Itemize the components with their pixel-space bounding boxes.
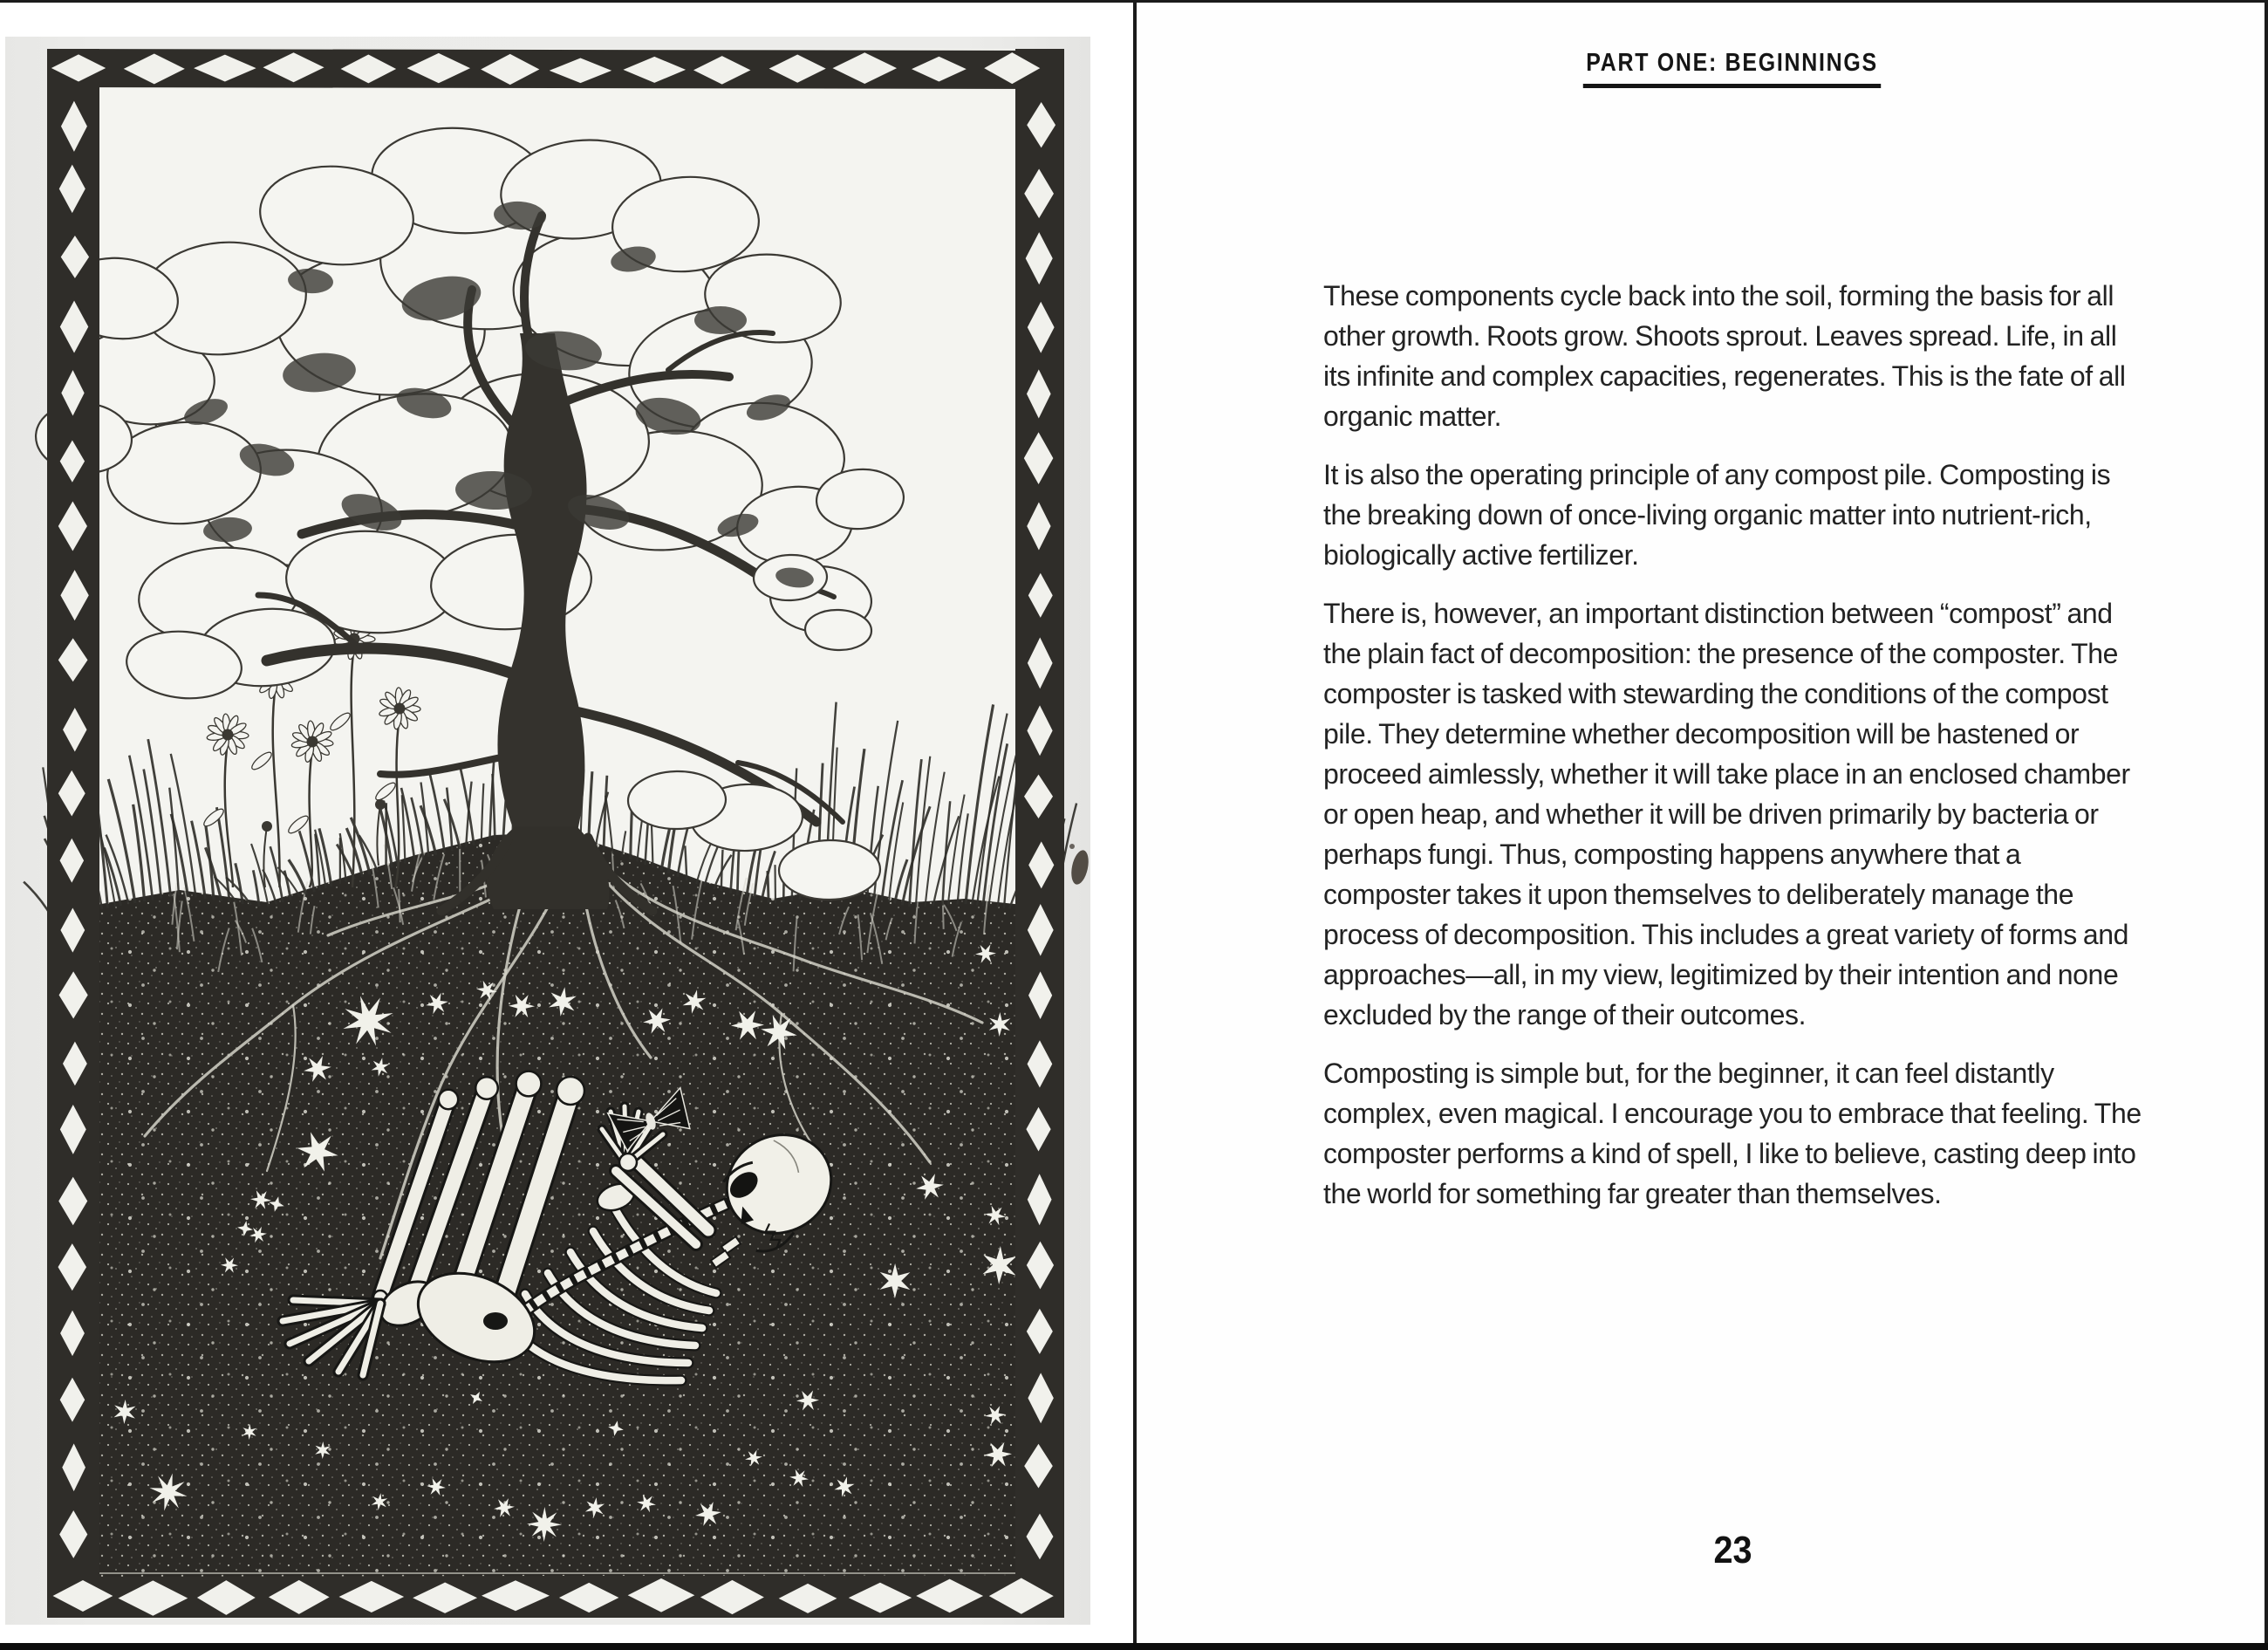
- paragraph: These components cycle back into the soil, forming the basis for all other growth. Roots grow. Shoots sprout. Leaves spread. Life, in all its infinite and complex capacities, regenerates. This is the fate of all organic matter.: [1323, 280, 2126, 432]
- ink-blemish: [1069, 844, 1090, 886]
- page-divider: [1133, 0, 1137, 1650]
- illustration-scan: [5, 37, 1090, 1625]
- top-edge-line: [0, 0, 2268, 3]
- right-page: [1137, 0, 2268, 1650]
- body-text: [1323, 276, 2147, 1232]
- part-title: PART ONE: BEGINNINGS: [1583, 49, 1882, 88]
- paragraph: It is also the operating principle of any compost pile. Composting is the breaking down of once-living organic matter into nutrient-rich, biologically active fertilizer.: [1323, 459, 2111, 571]
- tree-skeleton-illustration: [5, 37, 1090, 1625]
- left-page: [0, 0, 1133, 1650]
- page-number: 23: [1712, 1529, 1752, 1571]
- bottom-edge-bar: [0, 1643, 2268, 1650]
- right-edge-line: [2265, 0, 2268, 1650]
- soil-layer: [47, 832, 1064, 1618]
- paragraph: There is, however, an important distinction between “compost” and the plain fact of decomposition: the presence of the composter. The composter is tasked with stewarding the conditions of the compost pile. They determine whether decomposition will be hastened or proceed aimlessly, whether it will take place in an enclosed chamber or open heap, and whether it will be driven primarily by bacteria or perhaps fungi. Thus, composting happens anywhere that a composter takes it upon themselves to deliberately manage the process of decomposition. This includes a great variety of forms and approaches—all, in my view, legitimized by their intention and none excluded by the range of their outcomes.: [1323, 598, 2130, 1030]
- running-header: [1326, 49, 2139, 88]
- paragraph: Composting is simple but, for the beginner, it can feel distantly complex, even magical. I encourage you to embrace that feeling. The composter performs a kind of spell, I like to believe, casting deep into the world for something far greater than themselves.: [1323, 1058, 2142, 1209]
